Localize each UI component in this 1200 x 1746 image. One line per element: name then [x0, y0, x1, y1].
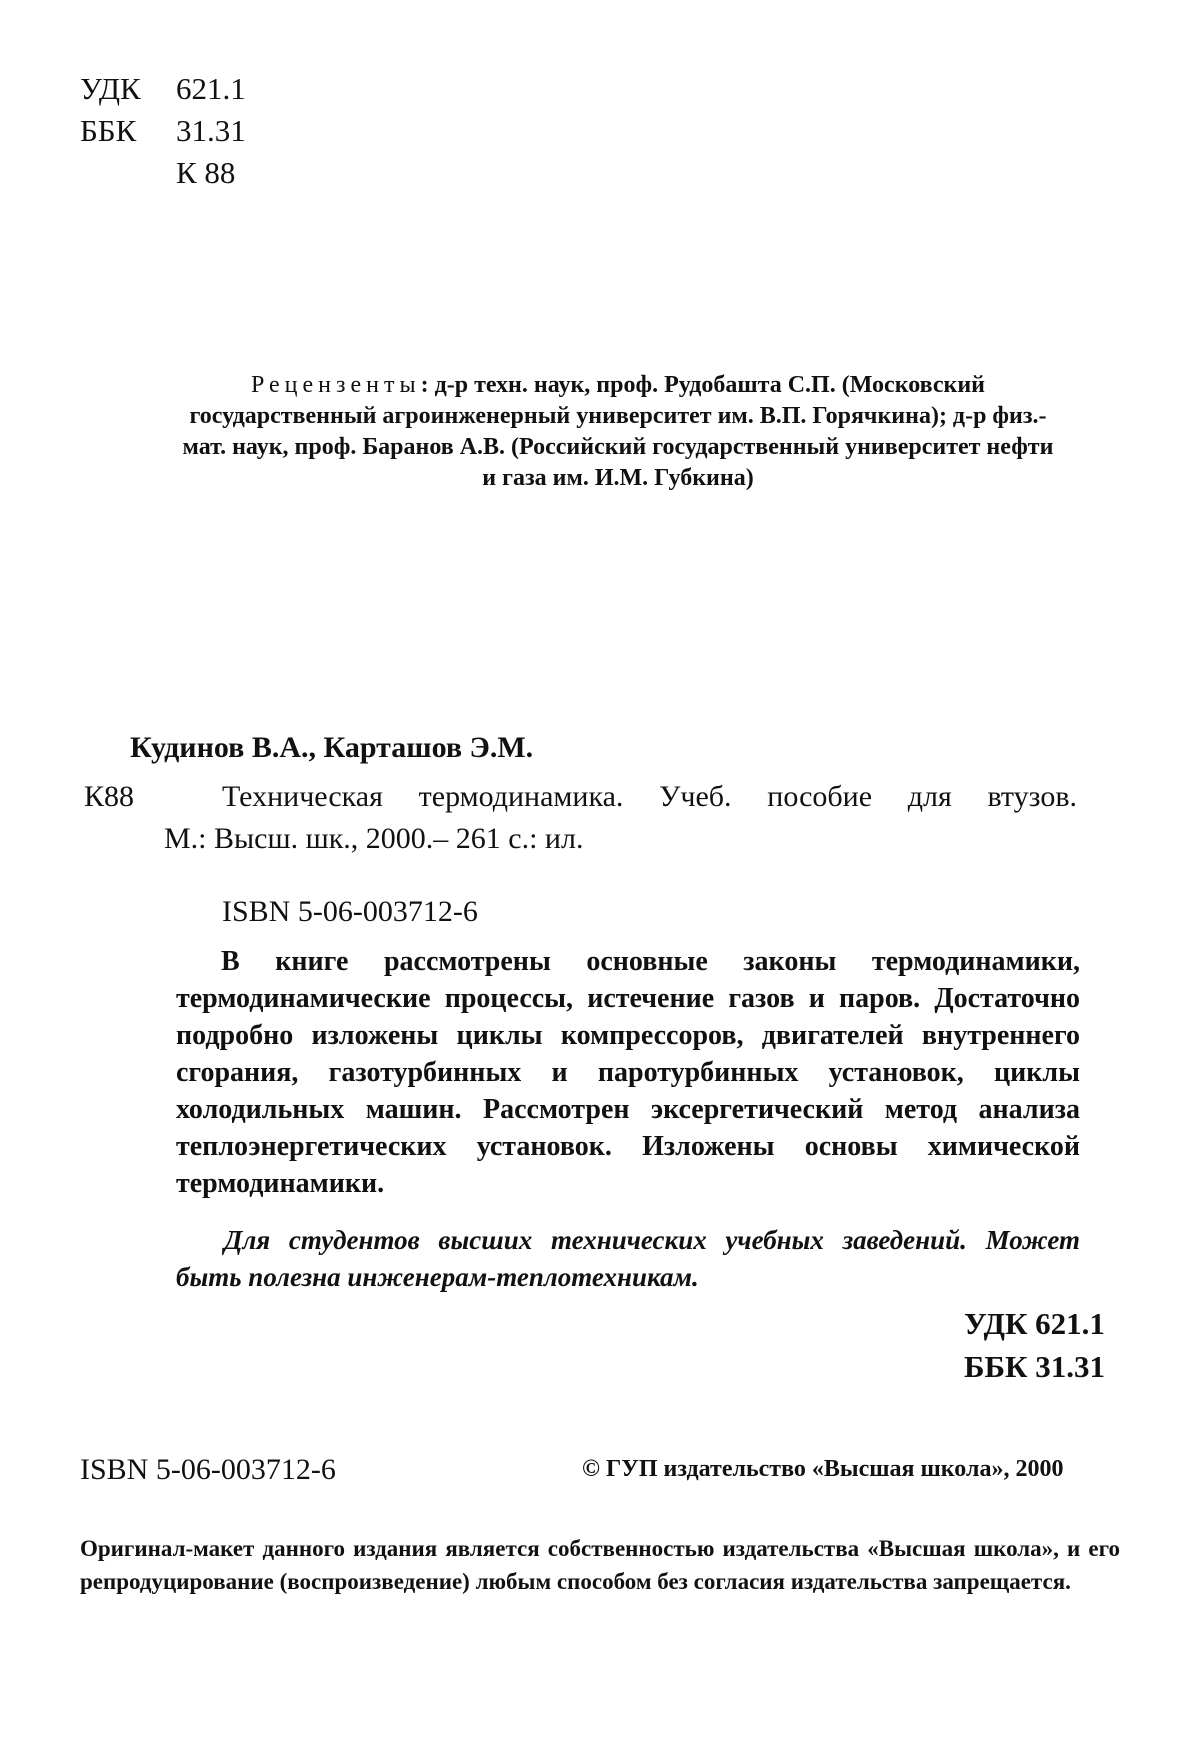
isbn-bibliographic: ISBN 5-06-003712-6	[222, 895, 478, 928]
footer-classification-codes	[964, 1302, 1105, 1388]
catalog-code: К88	[84, 780, 135, 813]
footer-bbk: ББК 31.31	[964, 1349, 1105, 1384]
annotation-text: В книге рассмотрены основные законы термодинамики, термодинамические процессы, истечение газов и паров. Достаточно подробно изложены циклы компрессоров, двигателей внутреннего сгорания, газотурбинных и паротурбинных установок, циклы холодильных машин. Рассмотрен эксергетический метод анализа теплоэнергетических установок. Изложены основы химической термодинамики.	[176, 946, 1080, 1199]
udk-label: УДК	[80, 71, 141, 106]
book-annotation	[176, 943, 1080, 1202]
book-title: Техническая термодинамика. Учеб. пособие для втузов.	[222, 780, 1077, 813]
reviewers-block	[178, 370, 1058, 494]
reviewers-text: : д-р техн. наук, проф. Рудобашта С.П. (Московский государственный агроинженерный университет им. В.П. Горячкина); д-р физ.-мат. наук, проф. Баранов А.В. (Российский государственный университет нефти и газа им. И.М. Губкина)	[182, 372, 1054, 491]
bbk-value: 31.31	[176, 113, 246, 148]
book-imprint: М.: Высш. шк., 2000.– 261 с.: ил.	[164, 822, 584, 855]
bbk-row	[80, 110, 246, 152]
isbn-footer: ISBN 5-06-003712-6	[80, 1453, 336, 1486]
bbk-label: ББК	[80, 113, 137, 148]
udk-row	[80, 68, 246, 110]
copyright-text: ГУП издательство «Высшая школа», 2000	[605, 1456, 1064, 1482]
audience-text: Для студентов высших технических учебных заведений. Может быть полезна инженерам-теплотехникам.	[176, 1225, 1080, 1292]
copyright-notice: Оригинал-макет данного издания является собственностью издательства «Высшая школа», и его репродуцирование (воспроизведение) любым способом без согласия издательства запрещается.	[80, 1536, 1120, 1594]
book-authors: Кудинов В.А., Карташов Э.М.	[130, 731, 534, 764]
copyright-icon: ©	[582, 1456, 600, 1482]
copyright-line	[582, 1456, 1063, 1483]
classification-codes	[80, 68, 246, 194]
footer-udk: УДК 621.1	[964, 1306, 1105, 1341]
udk-value: 621.1	[176, 71, 246, 106]
target-audience	[176, 1222, 1080, 1296]
author-mark: К 88	[176, 155, 236, 190]
reviewers-label: Рецензенты	[250, 372, 421, 398]
